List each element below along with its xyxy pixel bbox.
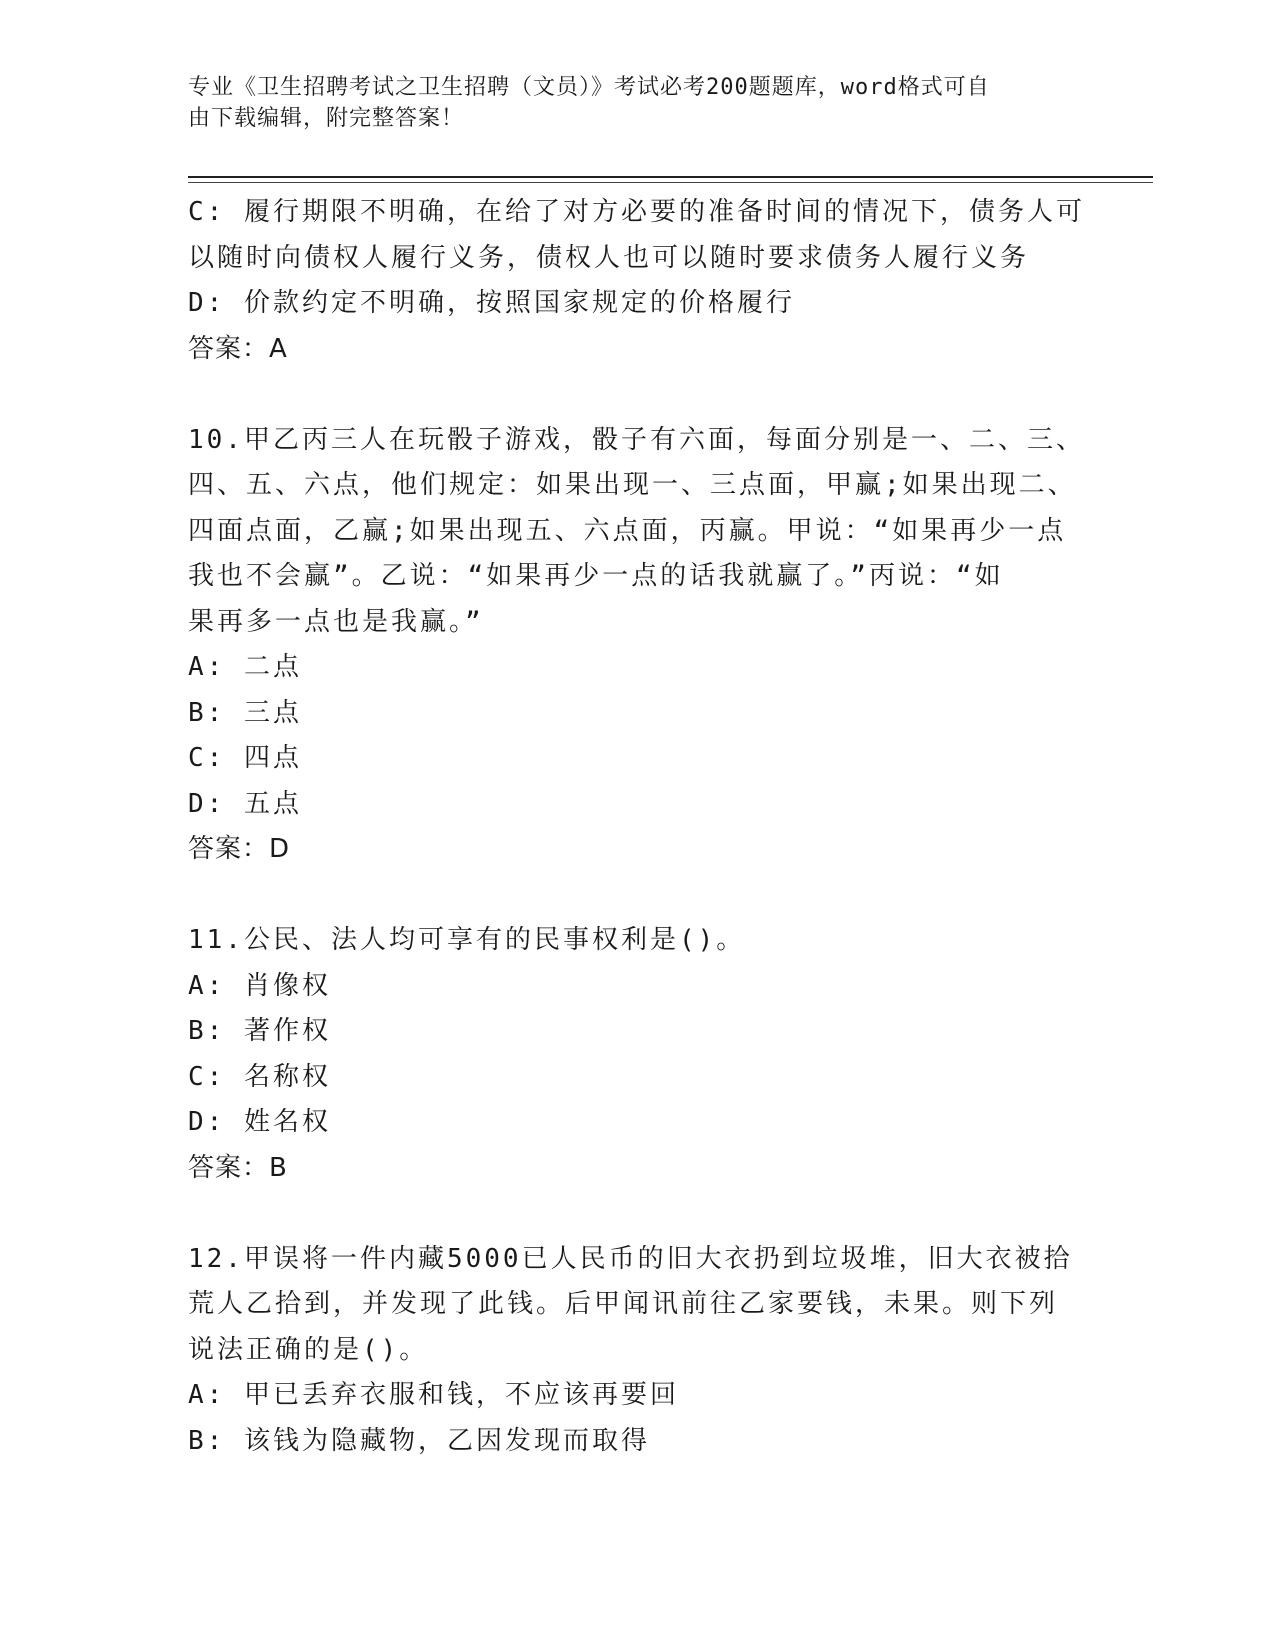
question-10-stem-line-4: 我也不会赢”。乙说：“如果再少一点的话我就赢了。”丙说：“如 <box>188 561 1004 591</box>
option-c: C: 履行期限不明确，在给了对方必要的准备时间的情况下，债务人可 <box>188 197 1085 227</box>
prev-question-block <box>188 190 1085 372</box>
option-d: D: 姓名权 <box>188 1107 331 1137</box>
document-header <box>188 72 1068 134</box>
question-12-stem-line-3: 说法正确的是()。 <box>188 1334 429 1365</box>
answer: 答案：B <box>188 1152 288 1183</box>
option-a: A: 二点 <box>188 652 302 682</box>
spacer <box>188 873 1078 919</box>
question-11-stem: 11.公民、法人均可享有的民事权利是()。 <box>188 925 746 955</box>
answer: 答案：D <box>188 834 291 864</box>
question-10 <box>188 418 1085 873</box>
spacer <box>188 1191 1078 1237</box>
header-rule-thick <box>188 176 1153 178</box>
question-10-stem-line-5: 果再多一点也是我赢。” <box>188 606 484 637</box>
document-body <box>188 190 1085 1464</box>
option-a: A: 甲已丢弃衣服和钱，不应该再要回 <box>188 1380 679 1410</box>
question-10-stem-line-2: 四、五、六点，他们规定：如果出现一、三点面，甲赢;如果出现二、 <box>188 470 1077 500</box>
option-d: D: 五点 <box>188 788 302 819</box>
option-c-continued: 以随时向债权人履行义务，债权人也可以随时要求债务人履行义务 <box>188 242 1030 273</box>
answer: 答案：A <box>188 333 288 364</box>
option-a: A: 肖像权 <box>188 970 331 1001</box>
question-12-stem-line-1: 12.甲误将一件内藏5000已人民币的旧大衣扔到垃圾堆，旧大衣被拾 <box>188 1243 1073 1274</box>
question-10-stem-line-3: 四面点面，乙赢;如果出现五、六点面，丙赢。甲说：“如果再少一点 <box>188 515 1067 546</box>
header-rule-thin <box>188 182 1153 183</box>
option-b: B: 该钱为隐藏物，乙因发现而取得 <box>188 1425 650 1456</box>
header-line-2: 由下载编辑，附完整答案！ <box>188 106 465 131</box>
option-b: B: 三点 <box>188 697 302 728</box>
question-10-stem-line-1: 10.甲乙丙三人在玩骰子游戏，骰子有六面，每面分别是一、二、三、 <box>188 424 1085 455</box>
question-12 <box>188 1237 1078 1465</box>
option-b: B: 著作权 <box>188 1016 331 1046</box>
question-11 <box>188 918 1078 1191</box>
spacer <box>188 372 1078 418</box>
option-d: D: 价款约定不明确，按照国家规定的价格履行 <box>188 288 795 318</box>
question-12-stem-line-2: 荒人乙拾到，并发现了此钱。后甲闻讯前往乙家要钱，未果。则下列 <box>188 1289 1059 1319</box>
option-c: C: 四点 <box>188 743 302 773</box>
header-line-1: 专业《卫生招聘考试之卫生招聘（文员）》考试必考200题题库，word格式可自 <box>188 75 990 100</box>
option-c: C: 名称权 <box>188 1061 331 1092</box>
